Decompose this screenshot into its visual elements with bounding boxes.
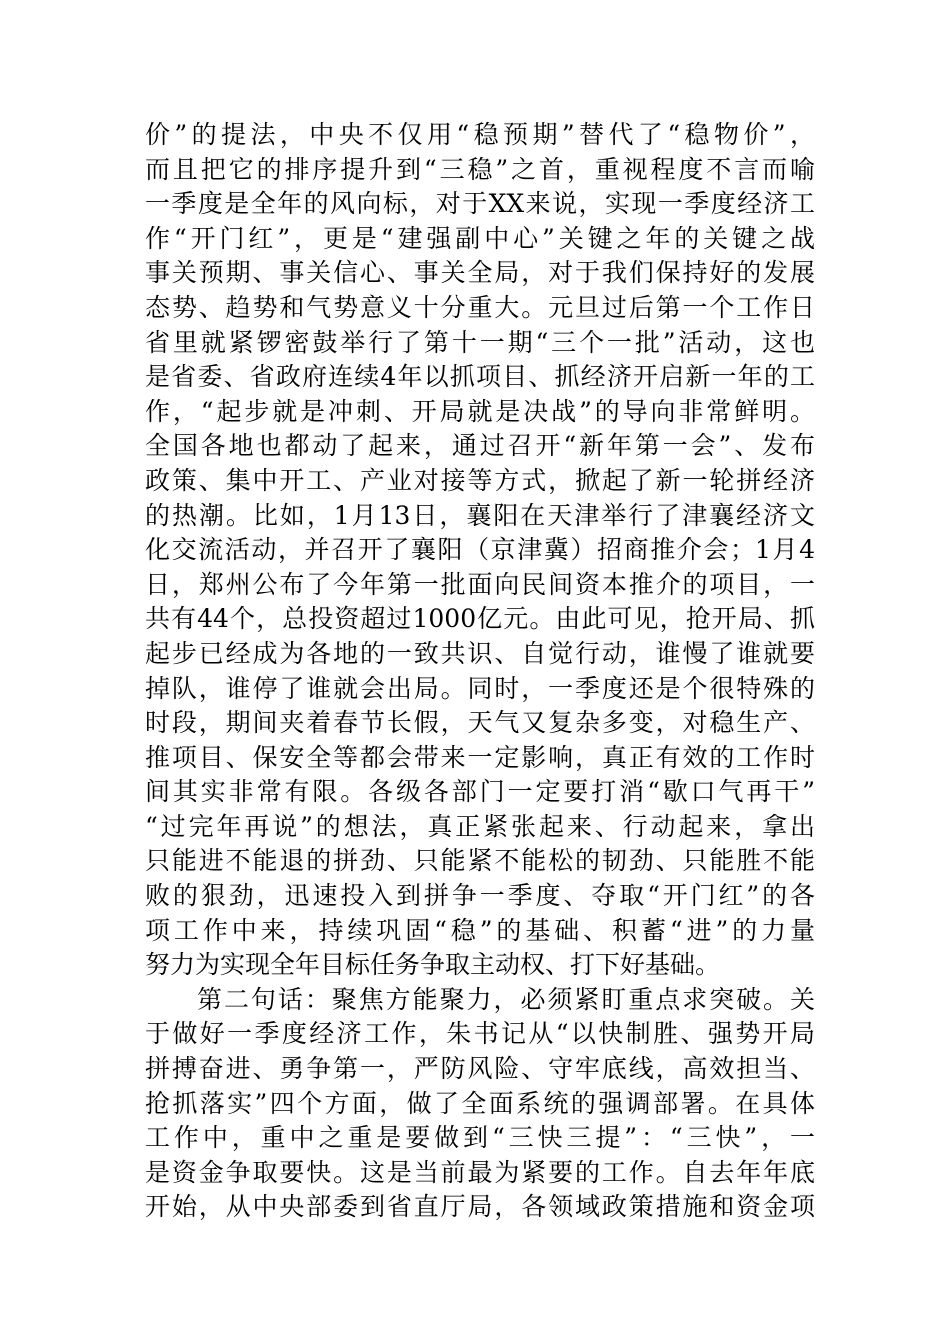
text-line: 全国各地也都动了起来，通过召开“新年第一会”、发布: [145, 431, 815, 461]
text-line: 间其实非常有限。各级各部门一定要打消“歇口气再干”: [145, 777, 815, 807]
text-line: 工作中，重中之重是要做到“三快三提”：“三快”，一: [145, 1123, 815, 1153]
text-line: 是省委、省政府连续4年以抓项目、抓经济开启新一年的工: [145, 362, 815, 392]
text-line: 拼搏奋进、勇争第一，严防风险、守牢底线，高效担当、: [145, 1054, 815, 1084]
text-line: 只能进不能退的拼劲、只能紧不能松的韧劲、只能胜不能: [145, 846, 815, 876]
text-line: 价”的提法，中央不仅用“稳预期”替代了“稳物价”，: [145, 120, 815, 149]
body-text: [145, 118, 815, 1225]
text-line: 败的狠劲，迅速投入到拼争一季度、夺取“开门红”的各: [145, 881, 815, 911]
text-line: 态势、趋势和气势意义十分重大。元旦过后第一个工作日: [145, 292, 815, 322]
paragraph-start-line: 第二句话：聚焦方能聚力，必须紧盯重点求突破。关: [197, 984, 815, 1014]
text-line: 于做好一季度经济工作，朱书记从“以快制胜、强势开局: [145, 1019, 815, 1049]
text-line: 省里就紧锣密鼓举行了第十一期“三个一批”活动，这也: [145, 327, 815, 357]
text-line: 推项目、保安全等都会带来一定影响，真正有效的工作时: [145, 742, 815, 772]
text-line: 作“开门红”，更是“建强副中心”关键之年的关键之战: [145, 223, 815, 253]
text-line: “过完年再说”的想法，真正紧张起来、行动起来，拿出: [145, 811, 815, 841]
text-line: 政策、集中开工、产业对接等方式，掀起了新一轮拼经济: [145, 465, 815, 495]
text-line: 掉队，谁停了谁就会出局。同时，一季度还是个很特殊的: [145, 673, 815, 703]
text-line: 项工作中来，持续巩固“稳”的基础、积蓄“进”的力量: [145, 915, 815, 945]
text-line: 是资金争取要快。这是当前最为紧要的工作。自去年年底: [145, 1157, 815, 1187]
text-line: 抢抓落实”四个方面，做了全面系统的强调部署。在具体: [145, 1088, 815, 1118]
text-line: 而且把它的排序提升到“三稳”之首，重视程度不言而喻: [145, 154, 815, 184]
text-line: 一季度是全年的风向标，对于XX来说，实现一季度经济工: [145, 189, 815, 219]
text-line: 事关预期、事关信心、事关全局，对于我们保持好的发展: [145, 258, 815, 288]
text-line: 共有44个，总投资超过1000亿元。由此可见，抢开局、抓: [145, 604, 815, 634]
paragraph-end-line: 努力为实现全年目标任务争取主动权、打下好基础。: [145, 950, 721, 980]
text-line: 起步已经成为各地的一致共识、自觉行动，谁慢了谁就要: [145, 638, 815, 668]
text-line: 开始，从中央部委到省直厅局，各领域政策措施和资金项: [145, 1192, 815, 1222]
text-line: 时段，期间夹着春节长假，天气又复杂多变，对稳生产、: [145, 708, 815, 738]
text-line: 日，郑州公布了今年第一批面向民间资本推介的项目，一: [145, 569, 815, 599]
text-line: 的热潮。比如，1月13日，襄阳在天津举行了津襄经济文: [145, 500, 815, 530]
text-line: 作，“起步就是冲刺、开局就是决战”的导向非常鲜明。: [145, 396, 815, 426]
text-line: 化交流活动，并召开了襄阳（京津冀）招商推介会；1月4: [145, 535, 815, 565]
